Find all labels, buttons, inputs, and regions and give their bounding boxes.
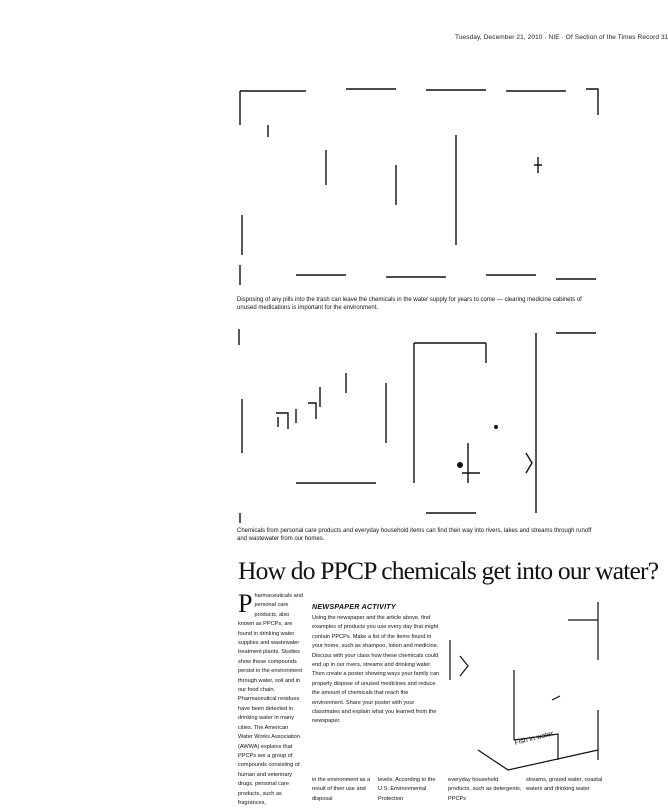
article-body-text: harmaceuticals and personal care products, also known as PPCPs, are found in drinking water supplies and wastewater treatment plants. Studies show these compounds persist in the environment through water, soil and in our food chain. Pharmaceutical residues have been detected in drinking water in many cities. The American Water Works Association (AWWA) explains that PPCPs are a group of compounds consisting of human and veterinary drugs, personal care products, such as fragrances, xyxy=(238,593,303,806)
activity-text: Using the newspaper and the article above, find examples of products you use every day that might contain PPCPs. Make a list of the items found in your home, such as shampoo, lotion and medicine. Discuss with your class how these chemicals could end up in our rivers, streams and drinking water. Then create a poster showing ways your family can properly dispose of unused medicines and reduce the amount of chemicals that reach the environment. Share your poster with your classmates and explain what you learned from the newspaper. xyxy=(312,615,440,725)
article-column-2-tail: in the environment as a result of their use and disposal xyxy=(312,777,371,802)
illustration-label: Fish in water xyxy=(514,730,555,747)
drop-cap: P xyxy=(238,589,253,618)
photo-medicine-cabinet xyxy=(236,85,602,291)
article-column-4-tail: everyday household products, such as detergents, PPCPs xyxy=(448,777,522,802)
photo-caption-2: Chemicals from personal care products and everyday household items can find their way into rivers, lakes and streams through runoff and wastewater from our homes. xyxy=(237,528,592,542)
article-column-3-tail: levels. According to the U.S. Environmental Protection xyxy=(378,777,436,802)
page-header: Tuesday, December 21, 2010 · NIE · Of Section of the Times Record 31 xyxy=(455,34,668,41)
water-illustration xyxy=(448,600,608,772)
activity-title: NEWSPAPER ACTIVITY xyxy=(312,602,396,611)
photo-caption-1: Disposing of any pills into the trash can leave the chemicals in the water supply for years to come — clearing medicine cabinets of unused medications is important for the environment. xyxy=(237,297,582,311)
newspaper-activity-box xyxy=(312,602,442,800)
photo-household-items xyxy=(236,323,602,526)
article-column-1 xyxy=(238,589,304,806)
article-column-5-tail: streams, ground water, coastal waters and drinking water xyxy=(526,777,603,793)
article-headline: How do PPCP chemicals get into our water? xyxy=(238,556,659,585)
